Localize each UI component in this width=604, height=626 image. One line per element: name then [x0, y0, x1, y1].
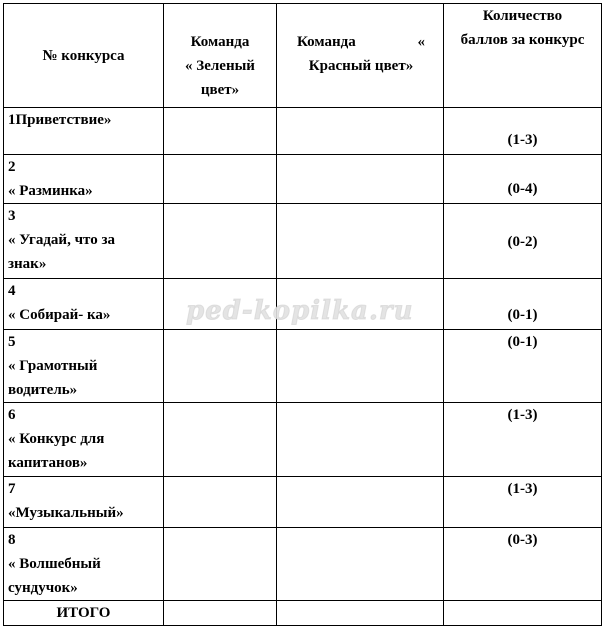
- contest-name-line: знак»: [8, 256, 47, 272]
- contest-name-line: « Разминка»: [8, 183, 93, 199]
- contest-name-line: 5: [8, 334, 16, 350]
- table-row: [4, 155, 602, 204]
- contest-name-line: 4: [8, 283, 16, 299]
- header-team-green: Команда « Зеленый цвет»: [164, 4, 277, 108]
- contest-name-cell: [4, 155, 164, 204]
- contest-name-cell: [4, 477, 164, 528]
- contest-name-line: « Волшебный: [8, 556, 101, 572]
- points-range: (1-3): [507, 407, 538, 423]
- points-range-cell: [444, 279, 602, 330]
- contest-score-table: [3, 3, 602, 626]
- contest-name-cell: [4, 403, 164, 477]
- contest-name-line: « Собирай- ка»: [8, 307, 111, 323]
- team-green-score-cell: [164, 528, 277, 601]
- contest-name-line: 7: [8, 481, 16, 497]
- table-row: [4, 477, 602, 528]
- header-team-red: Команда « Красный цвет»: [277, 4, 444, 108]
- header-points: Количество баллов за конкурс: [444, 4, 602, 108]
- total-green-cell: [164, 601, 277, 626]
- team-green-score-cell: [164, 330, 277, 403]
- total-row: [4, 601, 602, 626]
- contest-name-line: 3: [8, 208, 16, 224]
- points-range: (1-3): [507, 132, 538, 148]
- points-range-cell: [444, 477, 602, 528]
- contest-name-line: сундучок»: [8, 580, 78, 596]
- table-header-row: [4, 4, 602, 108]
- points-range-cell: [444, 155, 602, 204]
- points-range-cell: [444, 403, 602, 477]
- contest-name-line: 1Приветствие»: [8, 112, 112, 128]
- team-red-score-cell: [277, 204, 444, 279]
- table-row: [4, 204, 602, 279]
- total-label: ИТОГО: [4, 601, 164, 626]
- table-row: [4, 403, 602, 477]
- points-range-cell: [444, 108, 602, 155]
- team-red-score-cell: [277, 279, 444, 330]
- team-green-score-cell: [164, 403, 277, 477]
- points-range-cell: [444, 204, 602, 279]
- points-range: (0-3): [507, 532, 538, 548]
- points-range: (0-1): [507, 307, 538, 323]
- contest-name-cell: [4, 330, 164, 403]
- table-row: [4, 330, 602, 403]
- team-green-score-cell: [164, 108, 277, 155]
- table-row: [4, 528, 602, 601]
- total-red-cell: [277, 601, 444, 626]
- contest-name-cell: [4, 108, 164, 155]
- contest-name-cell: [4, 204, 164, 279]
- points-range: (0-1): [507, 334, 538, 350]
- points-range-cell: [444, 528, 602, 601]
- contest-name-cell: [4, 528, 164, 601]
- points-range: (1-3): [507, 481, 538, 497]
- team-red-score-cell: [277, 330, 444, 403]
- team-green-score-cell: [164, 155, 277, 204]
- team-red-score-cell: [277, 108, 444, 155]
- team-green-score-cell: [164, 477, 277, 528]
- table-row: [4, 279, 602, 330]
- contest-name-line: «Музыкальный»: [8, 505, 124, 521]
- team-red-score-cell: [277, 155, 444, 204]
- contest-name-line: 8: [8, 532, 16, 548]
- points-range-cell: [444, 330, 602, 403]
- team-red-score-cell: [277, 477, 444, 528]
- contest-name-line: « Грамотный: [8, 358, 98, 374]
- points-range: (0-4): [507, 181, 538, 197]
- header-contest-number: № конкурса: [4, 4, 164, 108]
- contest-name-line: капитанов»: [8, 455, 88, 471]
- contest-name-cell: [4, 279, 164, 330]
- team-green-score-cell: [164, 279, 277, 330]
- watermark-logo: ped-kopilka.ru: [186, 296, 414, 326]
- points-range: (0-2): [507, 234, 538, 250]
- team-red-score-cell: [277, 403, 444, 477]
- contest-name-line: 2: [8, 159, 16, 175]
- contest-name-line: « Конкурс для: [8, 431, 105, 447]
- contest-name-line: водитель»: [8, 382, 78, 398]
- total-points-cell: [444, 601, 602, 626]
- table-row: [4, 108, 602, 155]
- contest-name-line: « Угадай, что за: [8, 232, 115, 248]
- contest-name-line: 6: [8, 407, 16, 423]
- team-green-score-cell: [164, 204, 277, 279]
- team-red-score-cell: [277, 528, 444, 601]
